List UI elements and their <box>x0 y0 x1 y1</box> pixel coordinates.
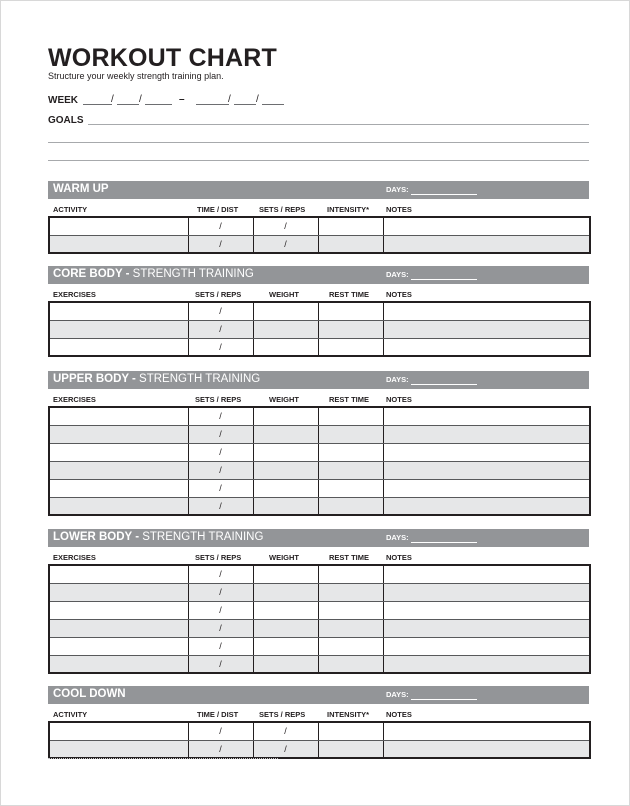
cool-down-section <box>48 686 589 759</box>
column-header: SETS / REPS <box>195 553 242 562</box>
table-row <box>49 479 590 497</box>
notes-cell[interactable] <box>383 217 590 235</box>
column-header: NOTES <box>386 710 412 719</box>
section-header-bar <box>48 266 589 284</box>
goals-line-2[interactable] <box>48 142 589 143</box>
notes-cell[interactable] <box>383 637 590 655</box>
weight-cell[interactable] <box>253 443 318 461</box>
exercise-cell[interactable] <box>49 497 188 515</box>
rest-time-cell[interactable] <box>318 443 383 461</box>
week-start-day-field[interactable] <box>117 104 139 105</box>
rest-time-cell[interactable] <box>318 338 383 356</box>
sets-reps-cell[interactable]: / <box>253 235 318 253</box>
goals-line-3[interactable] <box>48 160 589 161</box>
table-row <box>49 302 590 320</box>
page-subtitle: Structure your weekly strength training plan. <box>48 71 224 81</box>
section-header-bar <box>48 371 589 389</box>
intensity-cell[interactable] <box>318 235 383 253</box>
column-header: TIME / DIST <box>197 205 239 214</box>
weight-cell[interactable] <box>253 565 318 583</box>
notes-cell[interactable] <box>383 497 590 515</box>
lower-body-section <box>48 529 589 674</box>
notes-cell[interactable] <box>383 302 590 320</box>
column-header: EXERCISES <box>53 553 96 562</box>
exercise-cell[interactable] <box>49 320 188 338</box>
column-headers <box>48 704 589 721</box>
rest-time-cell[interactable] <box>318 637 383 655</box>
section-title: CORE BODY - STRENGTH TRAINING <box>53 268 254 280</box>
weight-cell[interactable] <box>253 425 318 443</box>
page-title: WORKOUT CHART <box>48 44 277 72</box>
column-headers <box>48 284 589 301</box>
sets-reps-cell[interactable]: / <box>188 443 253 461</box>
weight-cell[interactable] <box>253 583 318 601</box>
weight-cell[interactable] <box>253 302 318 320</box>
column-header: EXERCISES <box>53 290 96 299</box>
week-start-year-field[interactable] <box>145 104 172 105</box>
table-row <box>49 740 590 758</box>
rest-time-cell[interactable] <box>318 655 383 673</box>
sets-reps-cell[interactable]: / <box>188 407 253 425</box>
days-field[interactable] <box>411 194 477 195</box>
sets-reps-cell[interactable]: / <box>188 601 253 619</box>
weight-cell[interactable] <box>253 320 318 338</box>
weight-cell[interactable] <box>253 479 318 497</box>
table-row <box>49 601 590 619</box>
weight-cell[interactable] <box>253 338 318 356</box>
days-field[interactable] <box>411 699 477 700</box>
week-start-month-field[interactable] <box>83 104 112 105</box>
column-header: ACTIVITY <box>53 710 88 719</box>
notes-cell[interactable] <box>383 479 590 497</box>
table-row <box>49 583 590 601</box>
notes-cell[interactable] <box>383 740 590 758</box>
goals-label: GOALS <box>48 115 84 126</box>
lower-body-table <box>48 564 591 674</box>
week-end-month-field[interactable] <box>196 104 229 105</box>
sets-reps-cell[interactable]: / <box>188 338 253 356</box>
core-body-table <box>48 301 591 357</box>
exercise-cell[interactable] <box>49 302 188 320</box>
column-header: SETS / REPS <box>259 205 306 214</box>
days-label: DAYS: <box>386 533 409 542</box>
exercise-cell[interactable] <box>49 655 188 673</box>
column-header: WEIGHT <box>269 290 299 299</box>
week-end-day-field[interactable] <box>234 104 256 105</box>
column-header: ACTIVITY <box>53 205 88 214</box>
exercise-cell[interactable] <box>49 601 188 619</box>
notes-cell[interactable] <box>383 235 590 253</box>
activity-cell[interactable] <box>49 740 188 758</box>
sets-reps-cell[interactable]: / <box>188 619 253 637</box>
table-row <box>49 722 590 740</box>
column-header: NOTES <box>386 395 412 404</box>
notes-cell[interactable] <box>383 443 590 461</box>
week-separator: / <box>228 94 231 105</box>
week-separator: / <box>256 94 259 105</box>
notes-cell[interactable] <box>383 601 590 619</box>
column-header: SETS / REPS <box>259 710 306 719</box>
sets-reps-cell[interactable]: / <box>188 565 253 583</box>
exercise-cell[interactable] <box>49 443 188 461</box>
exercise-cell[interactable] <box>49 565 188 583</box>
rest-time-cell[interactable] <box>318 320 383 338</box>
column-header: REST TIME <box>329 395 370 404</box>
exercise-cell[interactable] <box>49 407 188 425</box>
rest-time-cell[interactable] <box>318 479 383 497</box>
table-row <box>49 619 590 637</box>
days-field[interactable] <box>411 384 477 385</box>
sets-reps-cell[interactable]: / <box>188 302 253 320</box>
exercise-cell[interactable] <box>49 637 188 655</box>
time-dist-cell[interactable]: / <box>188 217 253 235</box>
intensity-cell[interactable] <box>318 217 383 235</box>
weight-cell[interactable] <box>253 601 318 619</box>
table-row <box>49 338 590 356</box>
column-headers <box>48 389 589 406</box>
section-header-bar <box>48 686 589 704</box>
time-dist-cell[interactable]: / <box>188 740 253 758</box>
exercise-cell[interactable] <box>49 425 188 443</box>
weight-cell[interactable] <box>253 461 318 479</box>
activity-cell[interactable] <box>49 217 188 235</box>
column-header: EXERCISES <box>53 395 96 404</box>
upper-body-section <box>48 371 589 516</box>
section-title: WARM UP <box>53 183 109 195</box>
column-header: WEIGHT <box>269 553 299 562</box>
sets-reps-cell[interactable]: / <box>188 655 253 673</box>
table-row <box>49 565 590 583</box>
notes-cell[interactable] <box>383 461 590 479</box>
sets-reps-cell[interactable]: / <box>188 497 253 515</box>
activity-cell[interactable] <box>49 722 188 740</box>
sets-reps-cell[interactable]: / <box>188 461 253 479</box>
weight-cell[interactable] <box>253 619 318 637</box>
weight-cell[interactable] <box>253 655 318 673</box>
notes-cell[interactable] <box>383 320 590 338</box>
days-field[interactable] <box>411 542 477 543</box>
table-row <box>49 443 590 461</box>
table-row <box>49 655 590 673</box>
sets-reps-cell[interactable]: / <box>188 583 253 601</box>
notes-cell[interactable] <box>383 407 590 425</box>
rest-time-cell[interactable] <box>318 407 383 425</box>
column-header: INTENSITY* <box>327 710 370 719</box>
column-header: NOTES <box>386 205 412 214</box>
column-header: SETS / REPS <box>195 395 242 404</box>
notes-cell[interactable] <box>383 655 590 673</box>
exercise-cell[interactable] <box>49 619 188 637</box>
section-header-bar <box>48 529 589 547</box>
rest-time-cell[interactable] <box>318 497 383 515</box>
rest-time-cell[interactable] <box>318 461 383 479</box>
weight-cell[interactable] <box>253 497 318 515</box>
sets-reps-cell[interactable]: / <box>188 637 253 655</box>
rest-time-cell[interactable] <box>318 302 383 320</box>
week-label: WEEK <box>48 95 78 106</box>
days-label: DAYS: <box>386 690 409 699</box>
sets-reps-cell[interactable]: / <box>188 320 253 338</box>
exercise-cell[interactable] <box>49 338 188 356</box>
section-title: LOWER BODY - STRENGTH TRAINING <box>53 531 264 543</box>
exercise-cell[interactable] <box>49 461 188 479</box>
sets-reps-cell[interactable]: / <box>253 740 318 758</box>
week-end-year-field[interactable] <box>262 104 284 105</box>
notes-cell[interactable] <box>383 619 590 637</box>
rest-time-cell[interactable] <box>318 619 383 637</box>
table-row <box>49 637 590 655</box>
table-row <box>49 497 590 515</box>
sets-reps-cell[interactable]: / <box>253 217 318 235</box>
week-dash: – <box>179 94 185 105</box>
sets-reps-cell[interactable]: / <box>188 479 253 497</box>
table-row <box>49 217 590 235</box>
column-header: SETS / REPS <box>195 290 242 299</box>
days-field[interactable] <box>411 279 477 280</box>
rest-time-cell[interactable] <box>318 565 383 583</box>
section-header-bar <box>48 181 589 199</box>
table-row <box>49 425 590 443</box>
core-body-section <box>48 266 589 357</box>
time-dist-cell[interactable]: / <box>188 235 253 253</box>
intensity-cell[interactable] <box>318 740 383 758</box>
week-separator: / <box>139 94 142 105</box>
warm-up-table <box>48 216 591 254</box>
goals-line-1[interactable] <box>88 124 589 125</box>
weight-cell[interactable] <box>253 637 318 655</box>
column-header: NOTES <box>386 553 412 562</box>
column-header: REST TIME <box>329 553 370 562</box>
column-header: NOTES <box>386 290 412 299</box>
notes-cell[interactable] <box>383 425 590 443</box>
column-header: REST TIME <box>329 290 370 299</box>
time-dist-cell[interactable]: / <box>188 722 253 740</box>
rest-time-cell[interactable] <box>318 583 383 601</box>
warm-up-section <box>48 181 589 254</box>
notes-cell[interactable] <box>383 722 590 740</box>
notes-cell[interactable] <box>383 565 590 583</box>
footer-divider <box>48 758 278 760</box>
sets-reps-cell[interactable]: / <box>188 425 253 443</box>
table-row <box>49 407 590 425</box>
section-title: COOL DOWN <box>53 688 126 700</box>
notes-cell[interactable] <box>383 583 590 601</box>
weight-cell[interactable] <box>253 407 318 425</box>
cool-down-table <box>48 721 591 759</box>
notes-cell[interactable] <box>383 338 590 356</box>
exercise-cell[interactable] <box>49 479 188 497</box>
activity-cell[interactable] <box>49 235 188 253</box>
column-header: INTENSITY* <box>327 205 370 214</box>
days-label: DAYS: <box>386 375 409 384</box>
intensity-cell[interactable] <box>318 722 383 740</box>
table-row <box>49 461 590 479</box>
column-headers <box>48 199 589 216</box>
days-label: DAYS: <box>386 270 409 279</box>
column-headers <box>48 547 589 564</box>
sets-reps-cell[interactable]: / <box>253 722 318 740</box>
column-header: WEIGHT <box>269 395 299 404</box>
table-row <box>49 235 590 253</box>
days-label: DAYS: <box>386 185 409 194</box>
rest-time-cell[interactable] <box>318 601 383 619</box>
upper-body-table <box>48 406 591 516</box>
week-separator: / <box>111 94 114 105</box>
rest-time-cell[interactable] <box>318 425 383 443</box>
section-title: UPPER BODY - STRENGTH TRAINING <box>53 373 261 385</box>
table-row <box>49 320 590 338</box>
exercise-cell[interactable] <box>49 583 188 601</box>
column-header: TIME / DIST <box>197 710 239 719</box>
